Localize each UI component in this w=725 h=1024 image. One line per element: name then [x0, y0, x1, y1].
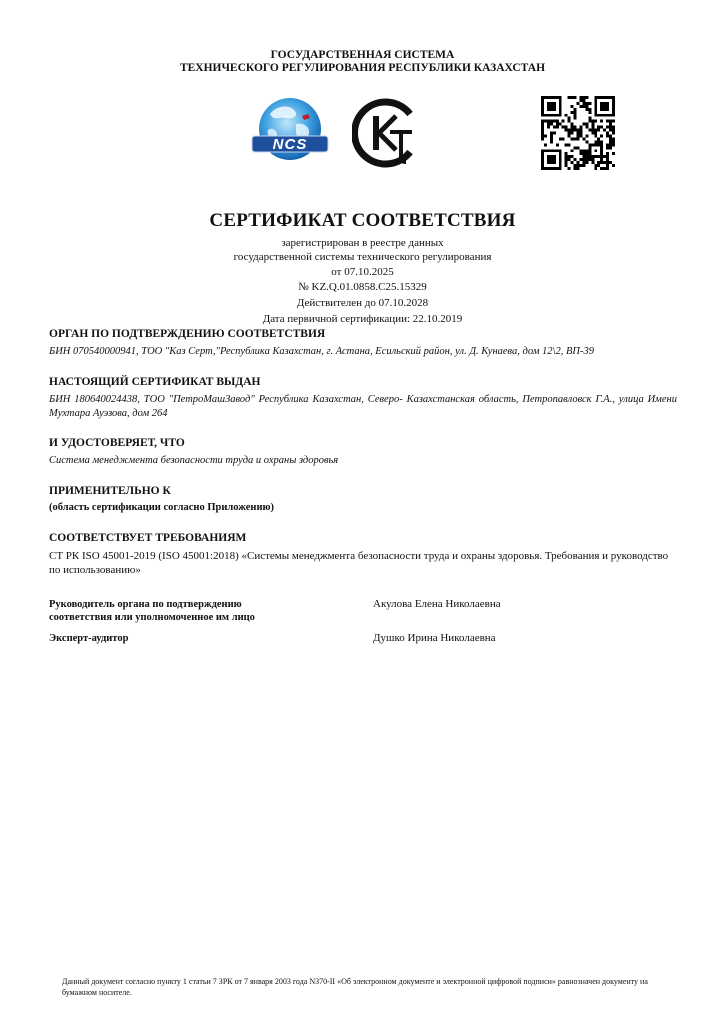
applicable-heading: ПРИМЕНИТЕЛЬНО К [49, 485, 171, 497]
header-line-2: ТЕХНИЧЕСКОГО РЕГУЛИРОВАНИЯ РЕСПУБЛИКИ КАЗАХСТАН [179, 62, 546, 74]
ncs-logo-text: NCS [272, 136, 308, 153]
certifies-text: Система менеджмента безопасности труда и охраны здоровья [49, 455, 339, 466]
issued-heading: НАСТОЯЩИЙ СЕРТИФИКАТ ВЫДАН [49, 376, 261, 388]
header-line-1: ГОСУДАРСТВЕННАЯ СИСТЕМА [270, 49, 455, 61]
conformity-mark-logo [352, 98, 420, 168]
expert-label: Эксперт-аудитор [49, 633, 129, 644]
organ-text: БИН 070540000941, ТОО "Каз Серт,"Республика Казахстан, г. Астана, Есильский район, ул. Д. Кунаева, дом 12\2, ВП-39 [49, 346, 594, 357]
footer-note: Данный документ согласно пункту 1 статьи 7 ЗРК от 7 января 2003 года N370-II «Об электронном документе и электронной цифровой подписи» равнозначен документу на бумажном носителе. [62, 977, 648, 997]
issued-text: БИН 180640024438, ТОО "ПетроМашЗавод" Республика Казахстан, Северо- Казахстанская область, Петропавловск Г.А., улица Имени Мухтара Ауэзова, дом 264 [49, 394, 677, 419]
certificate-number: № KZ.Q.01.0858.C25.15329 [298, 281, 427, 293]
certificate-date: от 07.10.2025 [331, 266, 394, 278]
ncs-logo [250, 96, 330, 171]
registered-line-1: зарегистрирован в реестре данных [281, 237, 444, 249]
head-label-line-1: Руководитель органа по подтверждению [49, 599, 242, 610]
organ-heading: ОРГАН ПО ПОДТВЕРЖДЕНИЮ СООТВЕТСТВИЯ [49, 328, 326, 340]
certificate-title: СЕРТИФИКАТ СООТВЕТСТВИЯ [209, 210, 516, 231]
head-label-line-2: соответствия или уполномоченное им лицо [49, 612, 255, 623]
valid-until: Действителен до 07.10.2028 [296, 297, 429, 309]
applicable-subheading: (область сертификации согласно Приложению) [49, 502, 275, 513]
head-name: Акулова Елена Николаевна [373, 598, 501, 610]
registered-line-2: государственной системы технического регулирования [233, 251, 492, 263]
first-certification-date: Дата первичной сертификации: 22.10.2019 [262, 313, 463, 325]
expert-name: Душко Ирина Николаевна [373, 632, 496, 644]
qr-code[interactable] [541, 96, 615, 170]
certifies-heading: И УДОСТОВЕРЯЕТ, ЧТО [49, 437, 185, 449]
complies-text: СТ РК ISO 45001-2019 (ISO 45001:2018) «Системы менеджмента безопасности труда и охраны здоровья. Требования и руководство по использованию» [49, 550, 669, 576]
complies-heading: СООТВЕТСТВУЕТ ТРЕБОВАНИЯМ [49, 532, 247, 544]
